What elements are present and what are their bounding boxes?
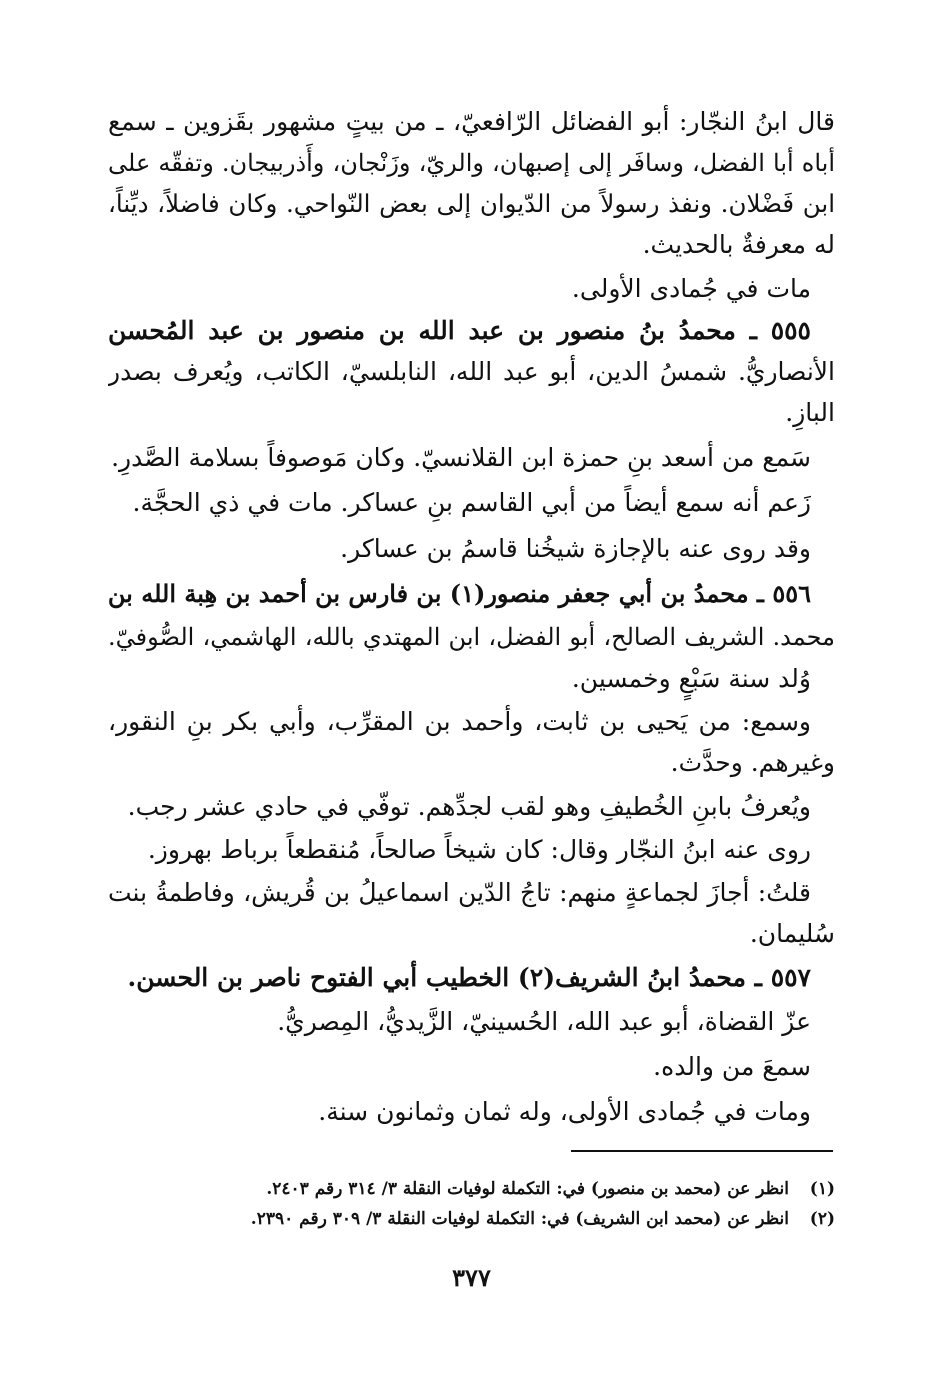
text-line: وسمع: من يَحيى بن ثابت، وأحمد بن المقرِّب، وأبي بكر بنِ النقور، [108,707,811,736]
footnote-number: (١) [809,1179,835,1199]
entry-heading: ٥٥٦ ـ محمدُ بن أبي جعفر منصور(١) بن فارس بن أحمد بن هِبة الله بن [108,579,811,608]
text-line: وغيرهم. وحدَّث. [670,748,835,777]
text-line: البازِ. [785,398,835,427]
text-line: وقد روى عنه بالإجازة شيخُنا قاسمُ بن عساكر. [340,534,811,563]
entry-heading: ٥٥٧ ـ محمدُ ابنُ الشريف(٢) الخطيب أبي الفتوح ناصر بن الحسن. [127,963,811,992]
text-line: قلتُ: أجازَ لجماعةٍ منهم: تاجُ الدّين اسماعيلُ بن قُريش، وفاطمةُ بنت [108,878,811,907]
footnote-number: (٢) [809,1209,835,1229]
text-line: ابن فَضْلان. ونفذ رسولاً من الدّيوان إلى بعض النّواحي. وكان فاضلاً، ديِّناً، [108,189,835,218]
text-line: سَمع من أسعد بنِ حمزة ابن القلانسيّ. وكان مَوصوفاً بسلامة الصَّدرِ. [111,443,811,472]
footnote [108,1174,835,1204]
text-line: قال ابنُ النجّار: أبو الفضائل الرّافعيّ، ـ من بيتٍ مشهور بقَزوين ـ سمع [108,107,835,136]
text-line: مات في جُمادى الأولى. [571,274,811,303]
text-line: ويُعرفُ بابنِ الخُطيفِ وهو لقب لجدِّهم. توفّي في حادي عشر رجب. [127,792,811,821]
footnote-text: انظر عن (محمد ابن الشريف) في: التكملة لوفيات النقلة ٣/ ٣٠٩ رقم ٢٣٩٠. [250,1209,789,1229]
text-line: محمد. الشريف الصالح، أبو الفضل، ابن المهتدي بالله، الهاشمي، الصُّوفيّ. [108,623,835,651]
text-line: وُلد سنة سَبْعٍ وخمسين. [571,664,811,693]
text-line: له معرفةٌ بالحديث. [642,230,835,259]
entry-heading: ٥٥٥ ـ محمدُ بنُ منصور بن عبد الله بن منصور بن عبد المُحسن [108,316,811,345]
text-line: ومات في جُمادى الأولى، وله ثمان وثمانون سنة. [318,1097,811,1126]
footnote-text: انظر عن (محمد بن منصور) في: التكملة لوفيات النقلة ٣/ ٣١٤ رقم ٢٤٠٣. [266,1179,789,1199]
text-line: روى عنه ابنُ النجّار وقال: كان شيخاً صالحاً، مُنقطعاً برباط بهروز. [147,835,811,864]
text-line: زَعم أنه سمع أيضاً من أبي القاسم بنِ عساكر. مات في ذي الحجَّة. [132,488,811,517]
footnote [108,1204,835,1234]
page-number: ٣٧٧ [452,1263,491,1292]
text-line: الأنصاريُّ. شمسُ الدين، أبو عبد الله، النابلسيّ، الكاتب، ويُعرف بصدر [108,357,835,386]
text-line: سُليمان. [749,919,835,948]
footnote-separator [571,1150,833,1152]
text-line: أباه أبا الفضل، وسافَر إلى إصبهان، والريّ، وزَنْجان، وأَذربيجان. وتفقّه على [108,149,835,177]
text-line: سمعَ من والده. [653,1052,811,1081]
text-line: عزّ القضاة، أبو عبد الله، الحُسينيّ، الزَّيديُّ، المِصريُّ. [277,1007,811,1036]
